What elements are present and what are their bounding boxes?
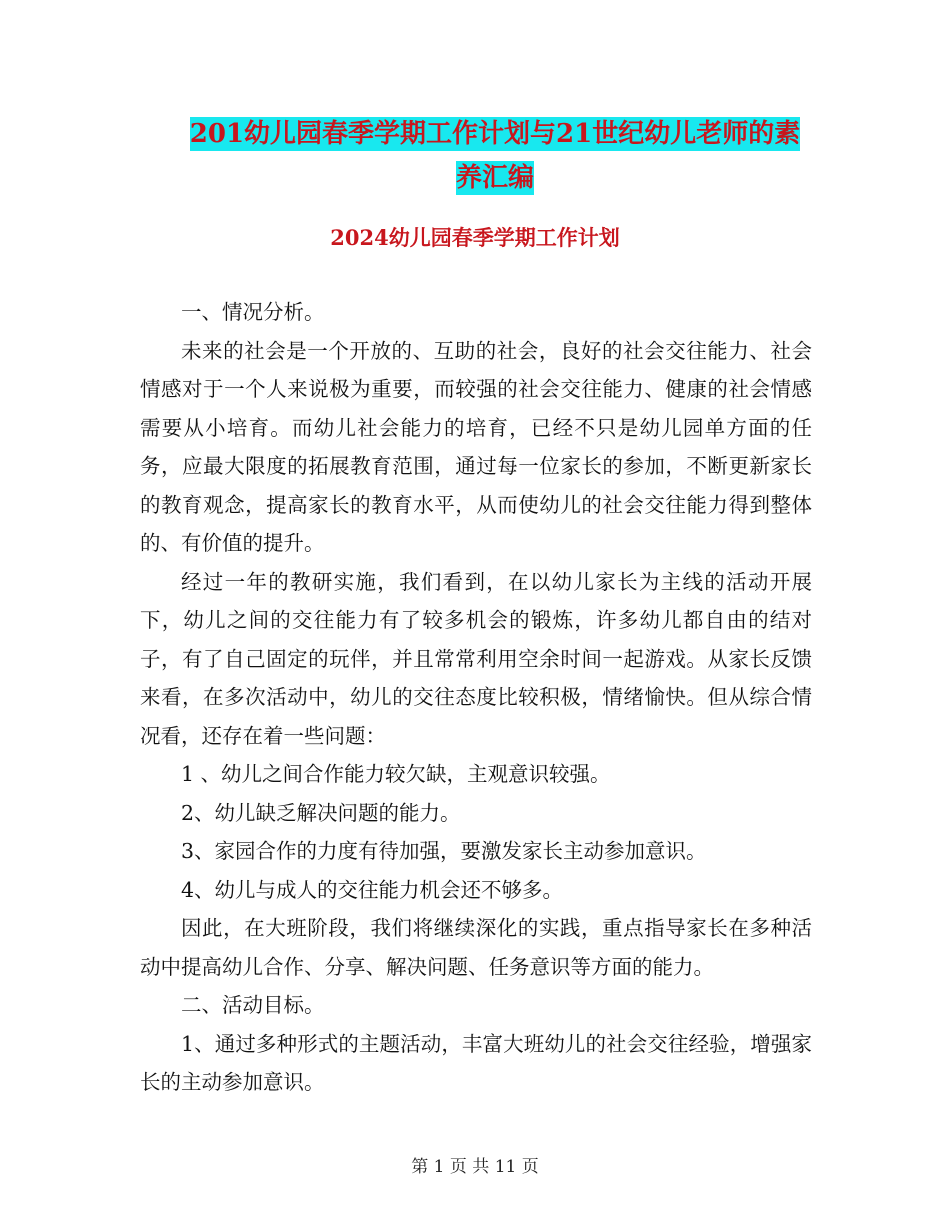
body-text: [140, 293, 812, 1102]
paragraph-heading-goals: 二、活动目标。: [181, 993, 325, 1017]
list-item: 4、幼儿与成人的交往能力机会还不够多。: [181, 877, 564, 902]
section-title: 2024幼儿园春季学期工作计划: [330, 225, 620, 250]
paragraph-heading-situation: 一、情况分析。: [181, 300, 325, 324]
page-footer: 第 1 页 共 11 页: [411, 1157, 539, 1177]
list-item: 1、通过多种形式的主题活动，丰富大班幼儿的社会交往经验，增强家长的主动参加意识。: [140, 1031, 812, 1094]
title-line-2: 养汇编: [455, 163, 534, 193]
paragraph: 因此，在大班阶段，我们将继续深化的实践，重点指导家长在多种活动中提高幼儿合作、分享、解决问题、任务意识等方面的能力。: [140, 916, 812, 979]
document-title: [140, 112, 850, 200]
title-line-1: 201幼儿园春季学期工作计划与21世纪幼儿老师的素: [189, 119, 801, 149]
list-item: 1 、幼儿之间合作能力较欠缺，主观意识较强。: [181, 762, 611, 786]
list-item: 3、家园合作的力度有待加强，要激发家长主动参加意识。: [181, 839, 707, 863]
paragraph: 经过一年的教研实施，我们看到，在以幼儿家长为主线的活动开展下，幼儿之间的交往能力有了较多机会的锻炼，许多幼儿都自由的结对子，有了自己固定的玩伴，并且常常利用空余时间一起游戏。从家长反馈来看，在多次活动中，幼儿的交往态度比较积极，情绪愉快。但从综合情况看，还存在着一些问题：: [140, 569, 812, 748]
list-item: 2、幼儿缺乏解决问题的能力。: [181, 800, 461, 825]
paragraph: 未来的社会是一个开放的、互助的社会，良好的社会交往能力、社会情感对于一个人来说极为重要，而较强的社会交往能力、健康的社会情感需要从小培育。而幼儿社会能力的培育，已经不只是幼儿园单方面的任务，应最大限度的拓展教育范围，通过每一位家长的参加，不断更新家长的教育观念，提高家长的教育水平，从而使幼儿的社会交往能力得到整体的、有价值的提升。: [140, 338, 812, 555]
